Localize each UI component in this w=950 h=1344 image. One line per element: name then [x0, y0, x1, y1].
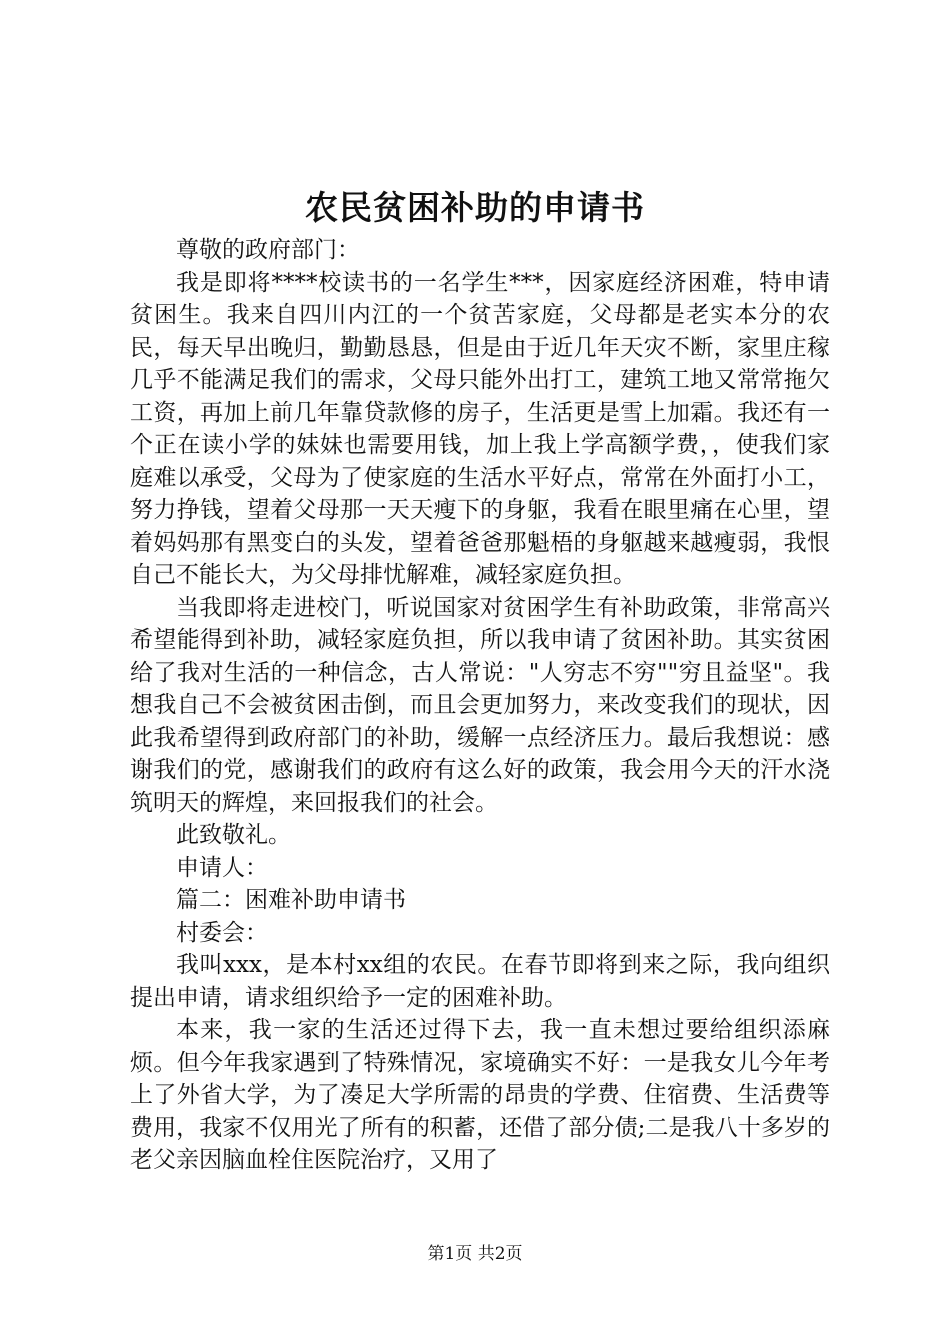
paragraph-application-reason: 当我即将走进校门，听说国家对贫困学生有补助政策，非常高兴希望能得到补助，减轻家庭负担，所以我申请了贫困补助。其实贫困给了我对生活的一种信念，古人常说："人穷志不穷""穷且益坚"。我想我自己不会被贫困击倒，而且会更加努力，来改变我们的现状，因此我希望得到政府部门的补助，缓解一点经济压力。最后我想说：感谢我们的党，感谢我们的政府有这么好的政策，我会用今天的汗水浇筑明天的辉煌，来回报我们的社会。 [130, 594, 830, 816]
section-heading-part-two: 篇二：困难补助申请书 [176, 887, 406, 913]
page-footer [0, 1241, 950, 1267]
closing-salute: 此致敬礼。 [176, 822, 291, 848]
applicant-label: 申请人： [176, 854, 268, 881]
document-body [130, 234, 830, 1177]
page-total: 共2页 [477, 1244, 523, 1264]
page-number: 第1页 [427, 1244, 473, 1264]
salutation-village-committee: 村委会： [176, 919, 268, 946]
paragraph-introduction: 我叫xxx，是本村xx组的农民。在春节即将到来之际，我向组织提出申请，请求组织给予一定的困难补助。 [130, 952, 830, 1011]
document-title: 农民贫困补助的申请书 [305, 188, 645, 227]
salutation: 尊敬的政府部门： [176, 237, 360, 263]
paragraph-special-circumstances: 本来，我一家的生活还过得下去，我一直未想过要给组织添麻烦。但今年我家遇到了特殊情况，家境确实不好：一是我女儿今年考上了外省大学，为了凑足大学所需的昂贵的学费、住宿费、生活费等费用，我家不仅用光了所有的积蓄，还借了部分债;二是我八十多岁的老父亲因脑血栓住医院治疗，又用了 [130, 1017, 830, 1173]
paragraph-family-situation: 我是即将****校读书的一名学生***，因家庭经济困难，特申请贫困生。我来自四川内江的一个贫苦家庭，父母都是老实本分的农民，每天早出晚归，勤勤恳恳，但是由于近几年天灾不断，家里庄稼几乎不能满足我们的需求，父母只能外出打工，建筑工地又常常拖欠工资，再加上前几年靠贷款修的房子，生活更是雪上加霜。我还有一个正在读小学的妹妹也需要用钱，加上我上学高额学费，，使我们家庭难以承受，父母为了使家庭的生活水平好点，常常在外面打小工，努力挣钱，望着父母那一天天瘦下的身躯，我看在眼里痛在心里，望着妈妈那有黑变白的头发，望着爸爸那魁梧的身躯越来越瘦弱，我恨自己不能长大，为父母排忧解难，减轻家庭负担。 [130, 269, 830, 588]
